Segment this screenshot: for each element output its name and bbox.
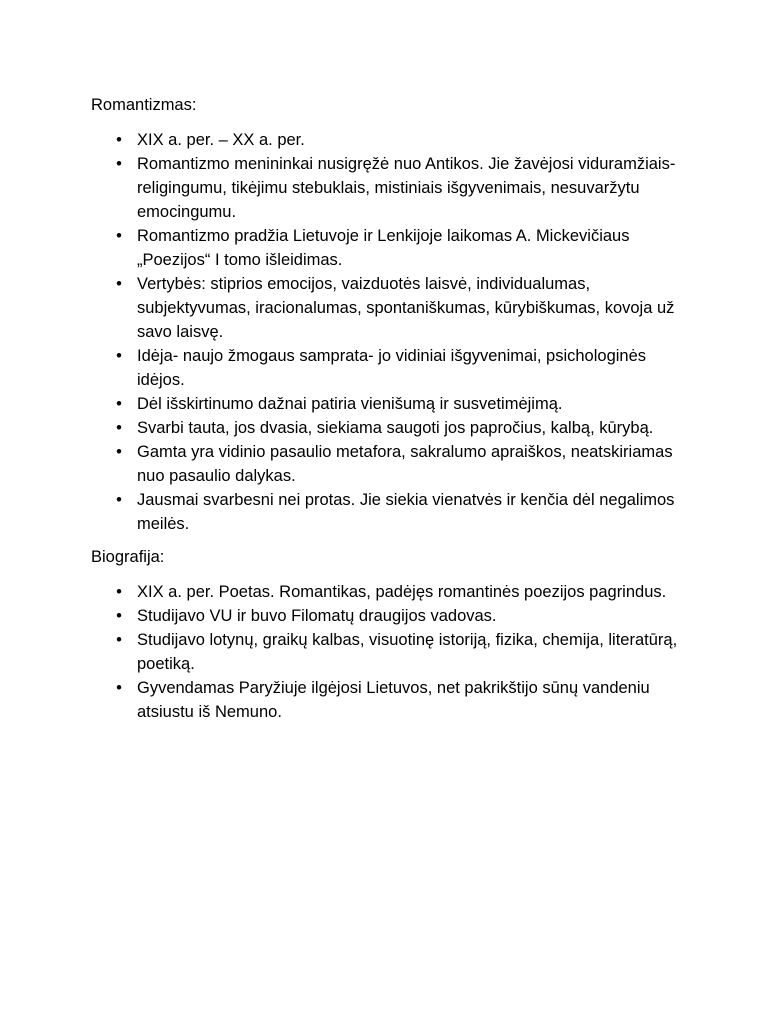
list-item [91, 488, 681, 536]
list-item-text: Studijavo VU ir buvo Filomatų draugijos vadovas. [137, 607, 497, 625]
list-item-text: Dėl išskirtinumo dažnai patiria vienišumą ir susvetimėjimą. [137, 395, 563, 413]
list-item-text: Idėja- naujo žmogaus samprata- jo vidiniai išgyvenimai, psichologinės idėjos. [137, 347, 647, 389]
list-item-text: Vertybės: stiprios emocijos, vaizduotės laisvė, individualumas, subjektyvumas, iracionalumas, spontaniškumas, kūrybiškumas, kovoja už savo laisvę. [137, 275, 675, 341]
list-item [91, 392, 681, 416]
bullet-icon: • [116, 631, 122, 649]
list-item-text: Studijavo lotynų, graikų kalbas, visuotinę istoriją, fizika, chemija, literatūrą, poetiką. [137, 631, 678, 673]
romantizmas-list [91, 128, 681, 536]
bullet-icon: • [116, 419, 122, 437]
bullet-icon: • [116, 395, 122, 413]
bullet-icon: • [116, 155, 122, 173]
list-item [91, 344, 681, 392]
list-item [91, 604, 681, 628]
bullet-icon: • [116, 583, 122, 601]
list-item-text: XIX a. per. Poetas. Romantikas, padėjęs romantinės poezijos pagrindus. [137, 583, 667, 601]
list-item [91, 152, 681, 224]
list-item-text: XIX a. per. – XX a. per. [137, 131, 305, 149]
biografija-list [91, 580, 681, 724]
bullet-icon: • [116, 275, 122, 293]
list-item [91, 224, 681, 272]
bullet-icon: • [116, 227, 122, 245]
section-heading-biografija: Biografija: [91, 548, 165, 566]
bullet-icon: • [116, 347, 122, 365]
section-heading-romantizmas: Romantizmas: [91, 96, 197, 114]
list-item [91, 628, 681, 676]
list-item-text: Romantizmo pradžia Lietuvoje ir Lenkijoje laikomas A. Mickevičiaus „Poezijos“ I tomo išleidimas. [137, 227, 630, 269]
list-item [91, 676, 681, 724]
list-item [91, 272, 681, 344]
bullet-icon: • [116, 607, 122, 625]
bullet-icon: • [116, 679, 122, 697]
document-body [91, 93, 681, 733]
list-item-text: Svarbi tauta, jos dvasia, siekiama saugoti jos papročius, kalbą, kūrybą. [137, 419, 654, 437]
list-item [91, 440, 681, 488]
list-item [91, 580, 681, 604]
list-item-text: Gyvendamas Paryžiuje ilgėjosi Lietuvos, net pakrikštijo sūnų vandeniu atsiustu iš Nemuno. [137, 679, 650, 721]
list-item-text: Jausmai svarbesni nei protas. Jie siekia vienatvės ir kenčia dėl negalimos meilės. [137, 491, 675, 533]
bullet-icon: • [116, 443, 122, 461]
bullet-icon: • [116, 491, 122, 509]
list-item-text: Gamta yra vidinio pasaulio metafora, sakralumo apraiškos, neatskiriamas nuo pasaulio dalykas. [137, 443, 673, 485]
list-item-text: Romantizmo menininkai nusigręžė nuo Antikos. Jie žavėjosi viduramžiais- religingumu, tikėjimu stebuklais, mistiniais išgyvenimais, nesuvaržytu emocingumu. [137, 155, 676, 221]
bullet-icon: • [116, 131, 122, 149]
list-item [91, 416, 681, 440]
list-item [91, 128, 681, 152]
